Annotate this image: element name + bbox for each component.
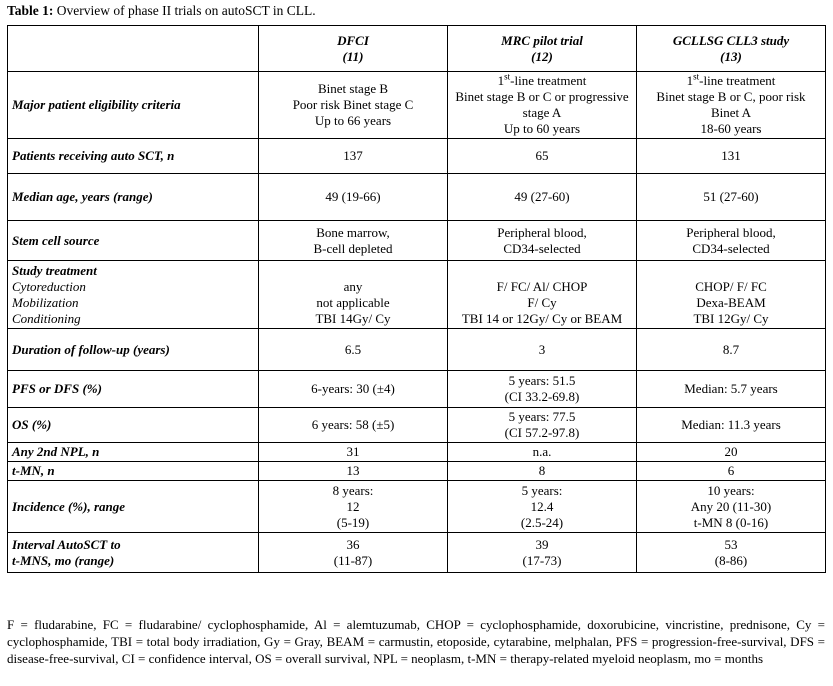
cell-gcllsg: 53 (8-86)	[637, 533, 826, 573]
cell-dfci: Binet stage B Poor risk Binet stage C Up to 66 years	[259, 72, 448, 139]
cell-mrc: 65	[448, 139, 637, 174]
cell-mrc: F/ FC/ Al/ CHOP F/ Cy TBI 14 or 12Gy/ Cy or BEAM	[448, 261, 637, 329]
row-t-mn	[8, 462, 826, 481]
header-dfci: DFCI (11)	[259, 26, 448, 72]
cell-mrc: 5 years: 77.5 (CI 57.2-97.8)	[448, 408, 637, 443]
cell-mrc: 8	[448, 462, 637, 481]
cell-dfci: Bone marrow, B-cell depleted	[259, 221, 448, 261]
row-pfs	[8, 371, 826, 408]
row-label: Interval AutoSCT to t-MNS, mo (range)	[8, 533, 259, 573]
cell-dfci: 36 (11-87)	[259, 533, 448, 573]
caption-label: Table 1:	[7, 3, 54, 18]
row-label: Patients receiving auto SCT, n	[8, 139, 259, 174]
row-label: Stem cell source	[8, 221, 259, 261]
row-study-treatment	[8, 261, 826, 329]
caption-text: Overview of phase II trials on autoSCT in CLL.	[53, 3, 316, 18]
row-eligibility	[8, 72, 826, 139]
table-caption	[7, 2, 316, 20]
cell-gcllsg: 51 (27-60)	[637, 174, 826, 221]
cell-mrc: 5 years: 51.5 (CI 33.2-69.8)	[448, 371, 637, 408]
row-patients	[8, 139, 826, 174]
abbreviations-footnote: F = fludarabine, FC = fludarabine/ cyclophosphamide, Al = alemtuzumab, CHOP = cyclophosphamide, doxorubicine, vincristine, prednisone, Cy = cyclophosphamide, TBI = total body irradiation, Gy = Gray, BEAM = carmustin, etoposide, cytarabine, melphalan, PFS = progression-free-survival, DFS = disease-free-survival, CI = confidence interval, OS = overall survival, NPL = neoplasm, t-MN = therapy-related myeloid neoplasm, mo = months	[7, 617, 825, 666]
cell-mrc: 5 years: 12.4 (2.5-24)	[448, 481, 637, 533]
cell-gcllsg: 6	[637, 462, 826, 481]
cell-mrc: 3	[448, 329, 637, 371]
cell-dfci: 49 (19-66)	[259, 174, 448, 221]
row-stem-cell	[8, 221, 826, 261]
row-os	[8, 408, 826, 443]
cell-mrc: 1st-line treatment Binet stage B or C or progressive stage A Up to 60 years	[448, 72, 637, 139]
cell-mrc: 39 (17-73)	[448, 533, 637, 573]
header-row	[8, 26, 826, 72]
cell-mrc: n.a.	[448, 443, 637, 462]
row-age	[8, 174, 826, 221]
cell-mrc: 49 (27-60)	[448, 174, 637, 221]
cell-dfci: any not applicable TBI 14Gy/ Cy	[259, 261, 448, 329]
header-mrc: MRC pilot trial (12)	[448, 26, 637, 72]
cell-dfci: 8 years: 12 (5-19)	[259, 481, 448, 533]
cell-dfci: 13	[259, 462, 448, 481]
cell-dfci: 6.5	[259, 329, 448, 371]
row-label: Duration of follow-up (years)	[8, 329, 259, 371]
header-empty-cell	[8, 26, 259, 72]
cell-dfci: 6-years: 30 (±4)	[259, 371, 448, 408]
row-label: Incidence (%), range	[8, 481, 259, 533]
header-gcllsg: GCLLSG CLL3 study (13)	[637, 26, 826, 72]
cell-gcllsg: Median: 11.3 years	[637, 408, 826, 443]
row-label: OS (%)	[8, 408, 259, 443]
row-follow-up	[8, 329, 826, 371]
cell-dfci: 6 years: 58 (±5)	[259, 408, 448, 443]
cell-gcllsg: 1st-line treatment Binet stage B or C, poor risk Binet A 18-60 years	[637, 72, 826, 139]
row-label: Major patient eligibility criteria	[8, 72, 259, 139]
cell-gcllsg: Peripheral blood, CD34-selected	[637, 221, 826, 261]
row-label: t-MN, n	[8, 462, 259, 481]
cell-mrc: Peripheral blood, CD34-selected	[448, 221, 637, 261]
trials-table	[7, 25, 826, 573]
cell-gcllsg: CHOP/ F/ FC Dexa-BEAM TBI 12Gy/ Cy	[637, 261, 826, 329]
cell-gcllsg: 131	[637, 139, 826, 174]
cell-gcllsg: 10 years: Any 20 (11-30) t-MN 8 (0-16)	[637, 481, 826, 533]
row-label: PFS or DFS (%)	[8, 371, 259, 408]
row-interval	[8, 533, 826, 573]
cell-dfci: 137	[259, 139, 448, 174]
row-label: Study treatment Cytoreduction Mobilization Conditioning	[8, 261, 259, 329]
cell-gcllsg: 20	[637, 443, 826, 462]
cell-gcllsg: Median: 5.7 years	[637, 371, 826, 408]
row-2nd-npl	[8, 443, 826, 462]
cell-dfci: 31	[259, 443, 448, 462]
row-label: Any 2nd NPL, n	[8, 443, 259, 462]
row-label: Median age, years (range)	[8, 174, 259, 221]
row-incidence	[8, 481, 826, 533]
cell-gcllsg: 8.7	[637, 329, 826, 371]
